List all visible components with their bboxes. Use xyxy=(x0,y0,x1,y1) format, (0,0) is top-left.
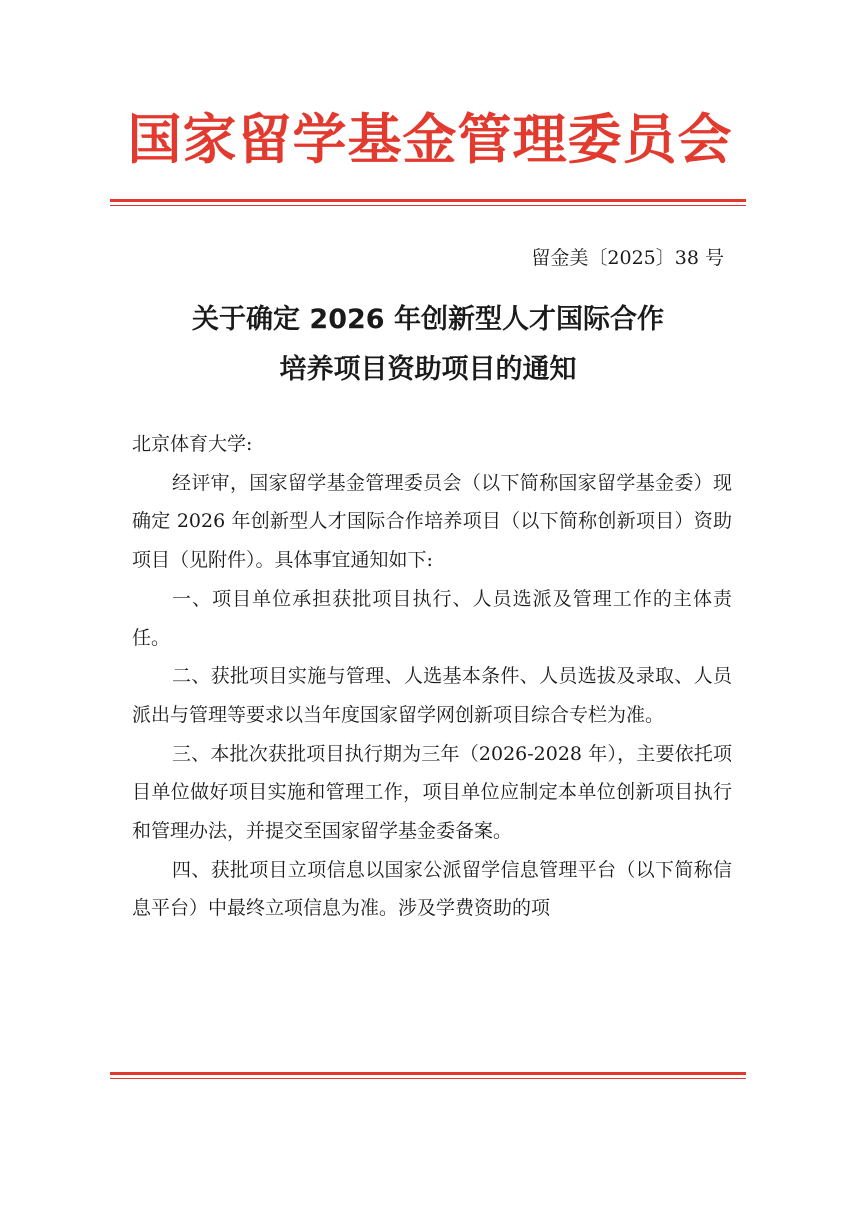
header-divider-thin xyxy=(110,205,746,206)
body-paragraph-1: 一、项目单位承担获批项目执行、人员选派及管理工作的主体责任。 xyxy=(132,587,732,649)
document-number: 留金美〔2025〕38 号 xyxy=(531,247,724,269)
document-title-line-1: 关于确定 2026 年创新型人才国际合作 xyxy=(192,304,664,335)
footer-divider-thick xyxy=(110,1072,746,1075)
footer-divider-thin xyxy=(110,1078,746,1079)
organization-header: 国家留学基金管理委员会 xyxy=(127,108,733,171)
document-body xyxy=(132,425,732,928)
body-paragraph-4: 四、获批项目立项信息以国家公派留学信息管理平台（以下简称信息平台）中最终立项信息为准。涉及学费资助的项 xyxy=(132,858,732,920)
document-title-line-2: 培养项目资助项目的通知 xyxy=(279,354,577,385)
header-divider xyxy=(110,199,746,206)
salutation: 北京体育大学: xyxy=(132,433,253,455)
header-divider-thick xyxy=(110,199,746,202)
body-paragraph-2: 二、获批项目实施与管理、人选基本条件、人员选拔及录取、人员派出与管理等要求以当年度国家留学网创新项目综合专栏为准。 xyxy=(132,665,732,726)
footer-divider xyxy=(110,1072,746,1079)
body-paragraph-intro: 经评审，国家留学基金管理委员会（以下简称国家留学基金委）现确定 2026 年创新型人才国际合作培养项目（以下简称创新项目）资助项目（见附件）。具体事宜通知如下: xyxy=(132,471,732,572)
body-paragraph-3: 三、本批次获批项目执行期为三年（2026-2028 年），主要依托项目单位做好项目实施和管理工作，项目单位应制定本单位创新项目执行和管理办法，并提交至国家留学基金委备案。 xyxy=(132,742,732,843)
